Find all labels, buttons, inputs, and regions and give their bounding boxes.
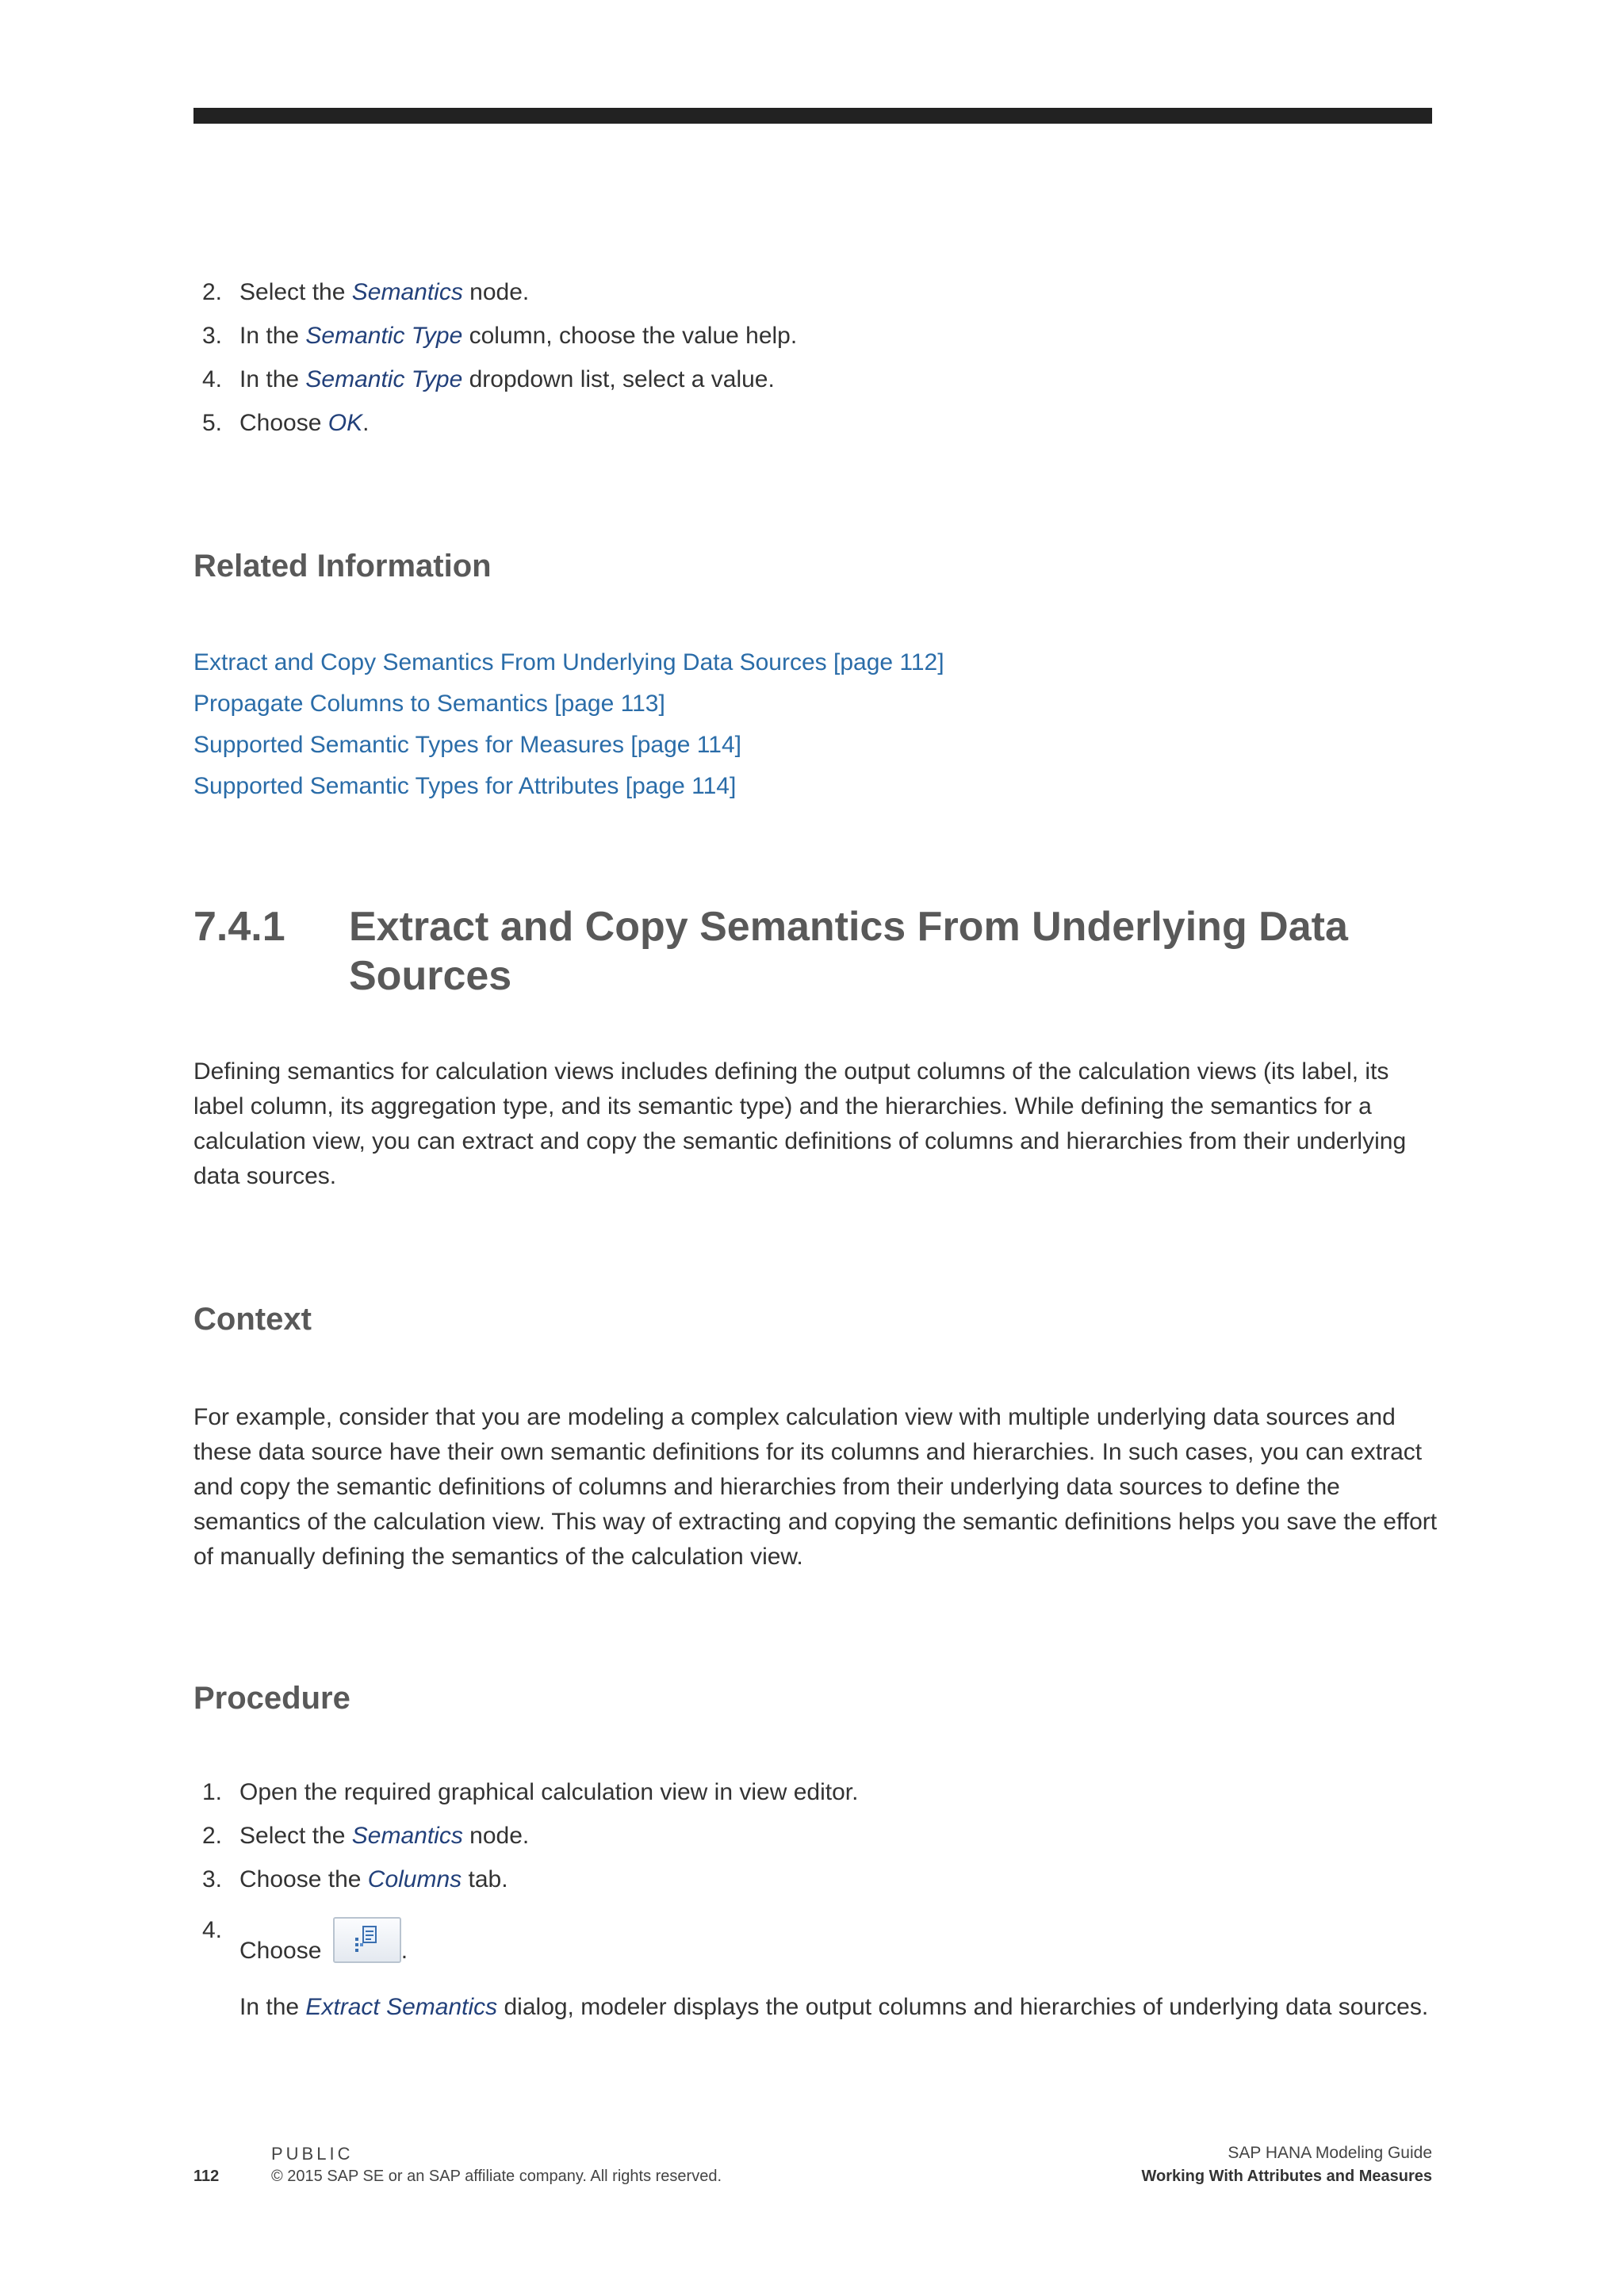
step-number: 4.	[201, 1917, 222, 1943]
context-text: For example, consider that you are modeling a complex calculation view with multiple underlying data sources and these data source have their own semantic definitions for its columns and hierarchies. In such cases, you can extract and copy the semantic definitions of columns and hierarchies from their underlying data sources to define the semantics of the calculation view. This way of extracting and copying the semantic definitions helps you save the effort of manually defining the semantics of the calculation view.	[193, 1404, 1438, 1570]
section-intro: Defining semantics for calculation views includes defining the output columns of the calculation views (its label, its label column, its aggregation type, and its semantic type) and the hierarchies. While defining the semantics for a calculation view, you can extract and copy the semantic definitions of columns and hierarchies from their underlying data sources.	[193, 1058, 1407, 1189]
footer-public-label: PUBLIC	[271, 2144, 354, 2164]
page-number: 112	[193, 2168, 220, 2185]
step-text: column, choose the value help.	[462, 323, 798, 349]
ui-term: OK	[327, 410, 363, 436]
top-rule	[193, 108, 1432, 124]
procedure-heading: Procedure	[193, 1681, 350, 1716]
procedure-steps	[193, 1779, 858, 1973]
related-link[interactable]: Supported Semantic Types for Attributes [page 114]	[193, 773, 737, 799]
step-text: Choose	[239, 410, 328, 436]
list-item	[193, 279, 797, 323]
related-information-heading: Related Information	[193, 549, 492, 584]
step-text: Select the	[239, 1823, 352, 1849]
note-text: dialog, modeler displays the output columns and hierarchies of underlying data sources.	[497, 1994, 1429, 2020]
footer-copyright: © 2015 SAP SE or an SAP affiliate company. All rights reserved.	[271, 2168, 722, 2185]
step-text: node.	[462, 1823, 530, 1849]
step-text: Select the	[239, 279, 352, 305]
list-item	[193, 1917, 858, 1973]
related-links	[193, 642, 944, 807]
list-item	[193, 366, 797, 410]
related-link[interactable]: Extract and Copy Semantics From Underlying Data Sources [page 112]	[193, 649, 944, 675]
list-item	[193, 410, 797, 453]
steps-top-list	[193, 279, 797, 453]
step-text: .	[362, 410, 370, 436]
extract-semantics-icon	[352, 1925, 384, 1954]
section-heading	[193, 902, 1438, 1001]
ui-term: Semantic Type	[305, 366, 463, 392]
context-heading: Context	[193, 1302, 312, 1337]
step-number: 5.	[201, 410, 222, 436]
step-text: Choose the	[239, 1866, 368, 1892]
footer-guide-title: SAP HANA Modeling Guide	[1228, 2144, 1432, 2162]
ui-term: Semantics	[351, 279, 463, 305]
related-link[interactable]: Propagate Columns to Semantics [page 113]	[193, 691, 665, 717]
step-number: 3.	[201, 1866, 222, 1892]
ui-term: Semantics	[351, 1823, 463, 1849]
step-number: 2.	[201, 1823, 222, 1849]
list-item	[193, 323, 797, 366]
list-item	[193, 1866, 858, 1917]
footer-chapter-title: Working With Attributes and Measures	[1141, 2168, 1432, 2185]
step-text: In the	[239, 323, 306, 349]
step-text: Open the required graphical calculation view in view editor.	[239, 1779, 859, 1805]
ui-term: Columns	[367, 1866, 462, 1892]
step-number: 1.	[201, 1779, 222, 1805]
step-number: 2.	[201, 279, 222, 305]
step-text: Choose	[239, 1938, 328, 1964]
section-title: Extract and Copy Semantics From Underlying Data Sources	[349, 904, 1348, 999]
step-text: .	[400, 1938, 408, 1964]
step-number: 3.	[201, 323, 222, 349]
list-item	[193, 1779, 858, 1823]
step4-note	[239, 1990, 1437, 2025]
step-number: 4.	[201, 366, 222, 392]
step-text: dropdown list, select a value.	[462, 366, 775, 392]
extract-semantics-button[interactable]	[333, 1917, 401, 1963]
list-item	[193, 1823, 858, 1866]
step-text: node.	[462, 279, 530, 305]
note-text: In the	[239, 1994, 306, 2020]
related-link[interactable]: Supported Semantic Types for Measures [page 114]	[193, 732, 741, 758]
step-text: tab.	[462, 1866, 508, 1892]
section-number: 7.4.1	[193, 904, 285, 950]
step-text: In the	[239, 366, 306, 392]
ui-term: Semantic Type	[305, 323, 463, 349]
ui-term: Extract Semantics	[305, 1994, 498, 2020]
